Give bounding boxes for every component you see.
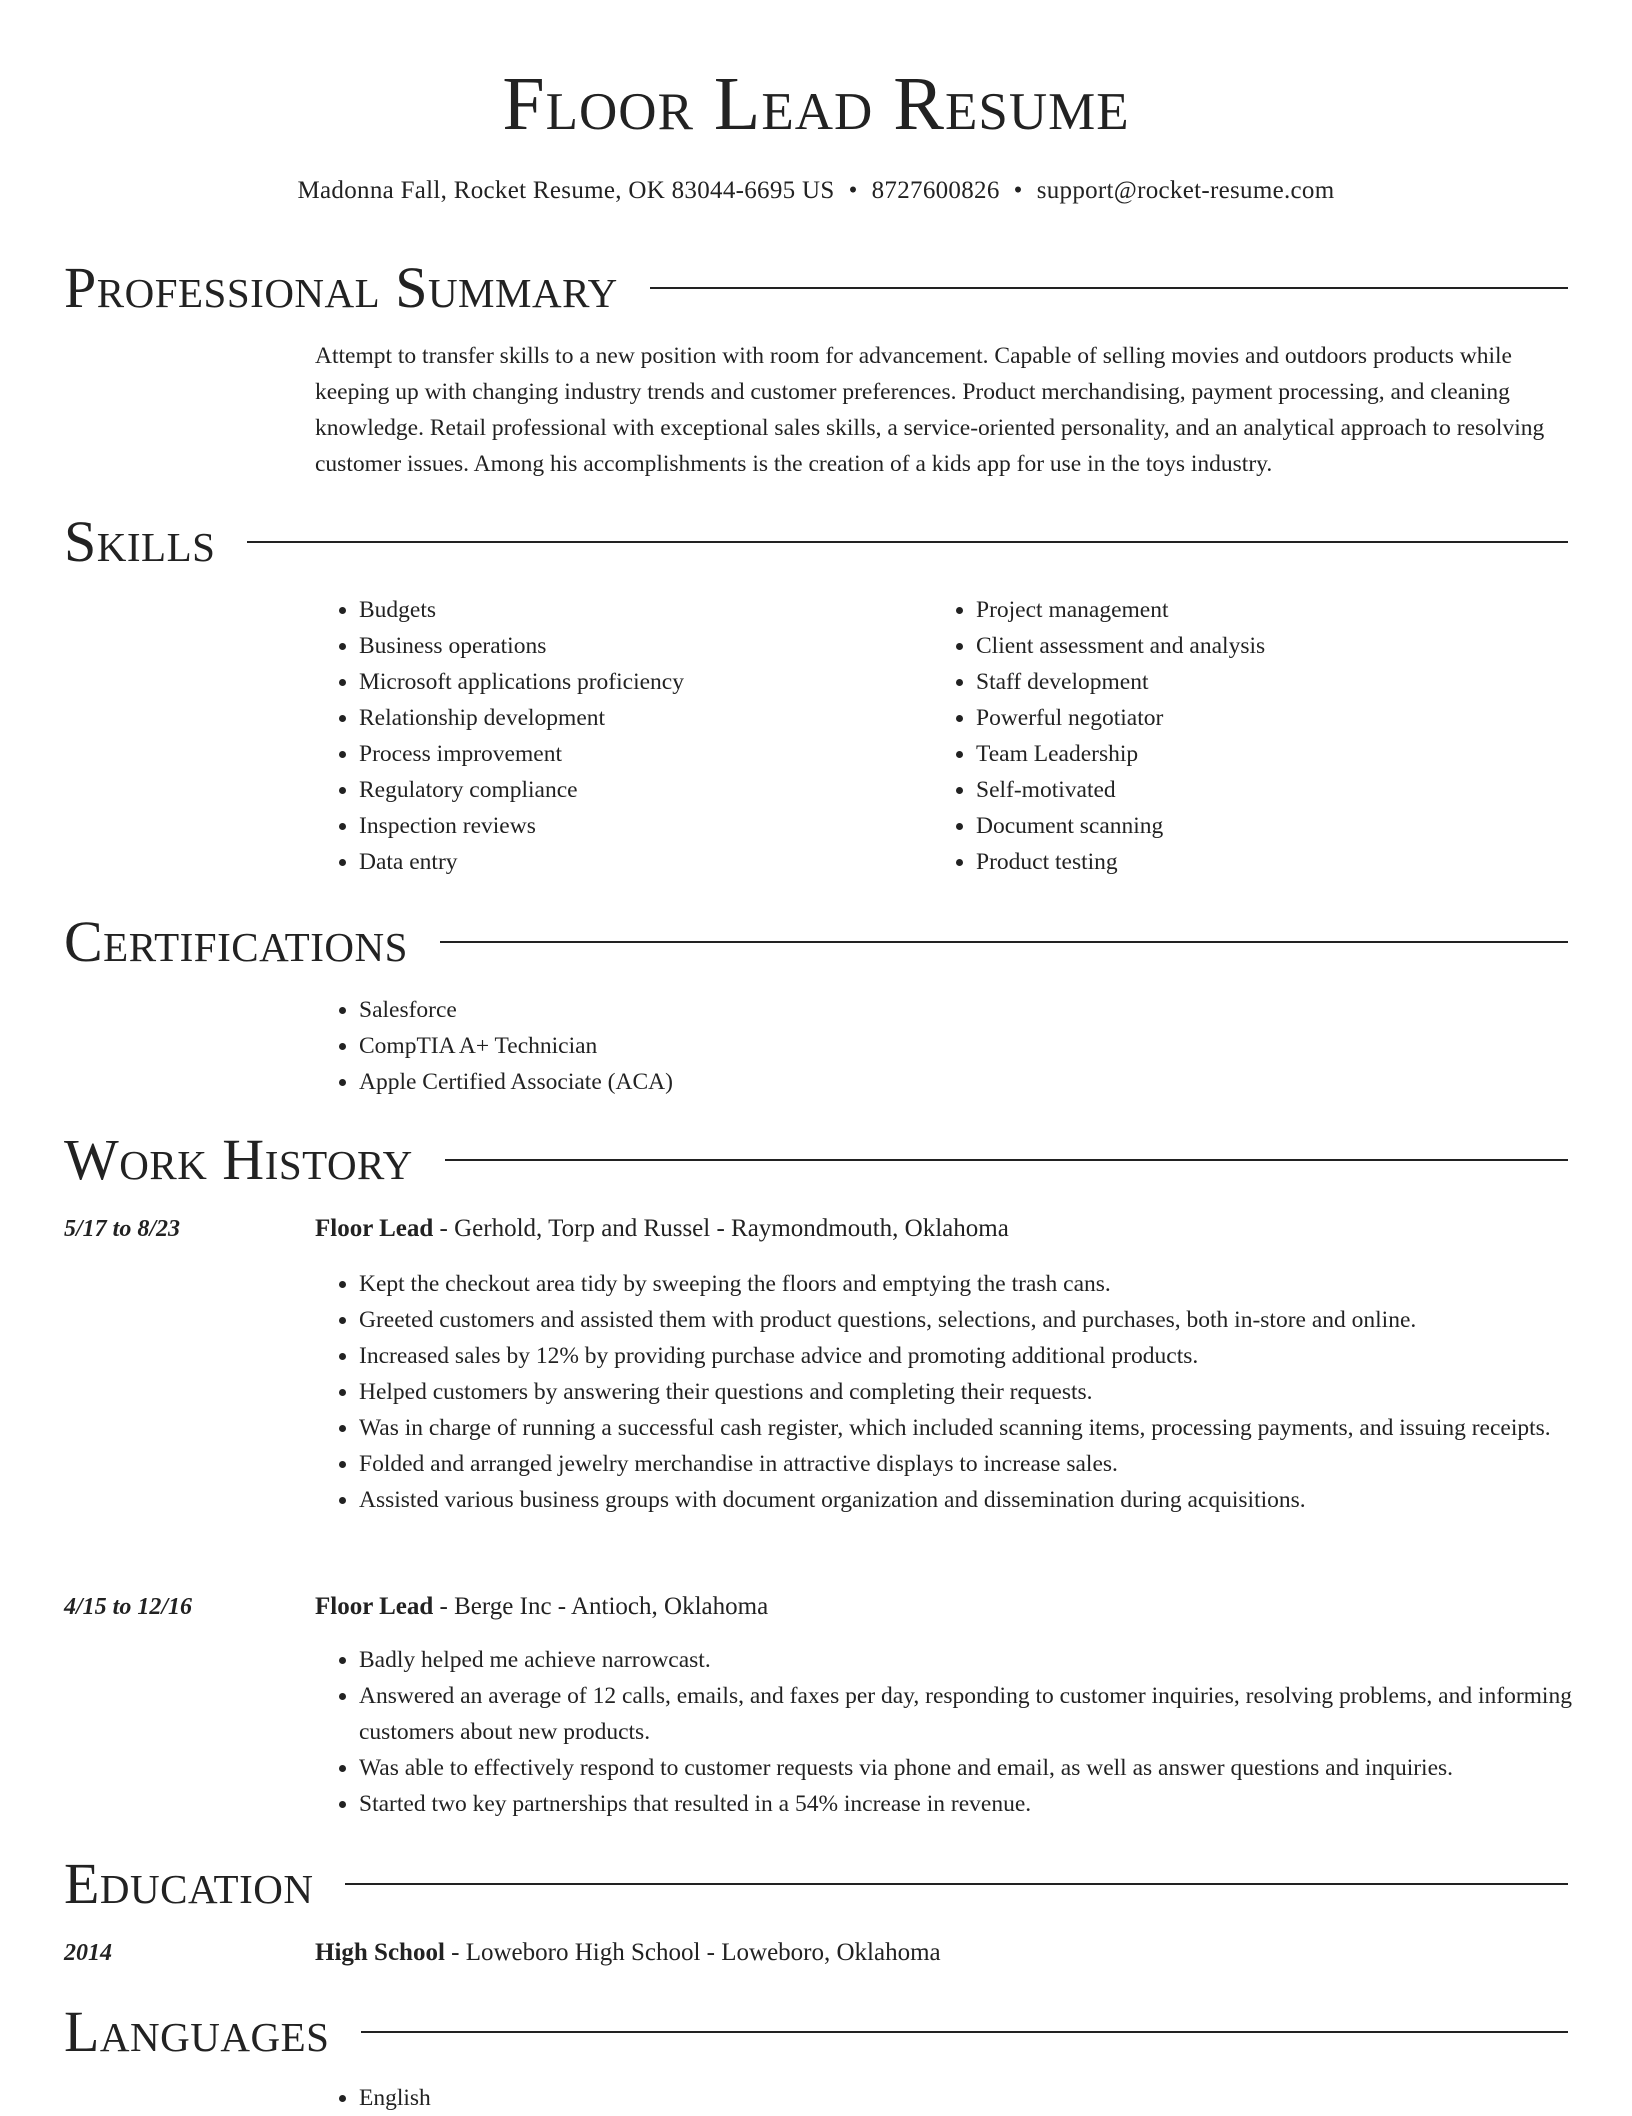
education-school-location: - Loweboro High School - Loweboro, Oklahoma [444, 1939, 941, 1966]
job-role: Floor Lead [315, 1593, 434, 1620]
education-line [315, 1935, 941, 1971]
skill-item: • Inspection reviews [359, 808, 919, 844]
skill-item: • Budgets [359, 592, 919, 628]
languages-section-header [64, 2000, 1568, 2064]
job-duties-list [315, 1642, 1609, 1822]
certifications-list [315, 992, 1559, 1100]
education-degree: High School [315, 1939, 445, 1966]
education-year: 2014 [64, 1940, 112, 1966]
job-dates: 4/15 to 12/16 [64, 1594, 193, 1620]
section-divider [361, 2031, 1568, 2033]
job-title-line [315, 1211, 1009, 1247]
skills-section-header [64, 510, 1568, 574]
job-dates: 5/17 to 8/23 [64, 1216, 181, 1242]
skill-item: • Relationship development [359, 700, 919, 736]
job-duty-item: • Badly helped me achieve narrowcast. [359, 1642, 1609, 1678]
job-duty-item: • Kept the checkout area tidy by sweeping the floors and emptying the trash cans. [359, 1266, 1609, 1302]
skill-item: • Microsoft applications proficiency [359, 664, 919, 700]
skill-item: • Self-motivated [976, 772, 1536, 808]
contact-address: Madonna Fall, Rocket Resume, OK 83044-6695 US [297, 177, 835, 204]
certification-item: • CompTIA A+ Technician [359, 1028, 1559, 1064]
job-role: Floor Lead [315, 1215, 434, 1242]
skill-item: • Client assessment and analysis [976, 628, 1536, 664]
education-heading: Education [64, 1851, 314, 1916]
skill-item: • Data entry [359, 844, 919, 880]
job-duty-item: • Was able to effectively respond to customer requests via phone and email, as well as answer questions and inquiries. [359, 1750, 1609, 1786]
summary-section-header [64, 256, 1568, 320]
skill-item: • Project management [976, 592, 1536, 628]
certification-item: • Salesforce [359, 992, 1559, 1028]
job-duty-item: • Helped customers by answering their questions and completing their requests. [359, 1374, 1609, 1410]
contact-separator: • [1013, 177, 1023, 204]
summary-text: Attempt to transfer skills to a new position with room for advancement. Capable of selling movies and outdoors products while keeping up with changing industry trends and customer preferences. Product merchandising, payment processing, and cleaning knowledge. Retail professional with exceptional sales skills, a service-oriented personality, and an analytical approach to resolving customer issues. Among his accomplishments is the creation of a kids app for use in the toys industry. [315, 343, 1545, 477]
job-duty-item: • Folded and arranged jewelry merchandise in attractive displays to increase sales. [359, 1446, 1609, 1482]
section-divider [247, 541, 1568, 543]
job-duty-item: • Increased sales by 12% by providing purchase advice and promoting additional products. [359, 1338, 1609, 1374]
skill-item: • Staff development [976, 664, 1536, 700]
contact-separator: • [848, 177, 858, 204]
work-history-heading: Work History [64, 1127, 413, 1192]
skill-item: • Process improvement [359, 736, 919, 772]
languages-heading: Languages [64, 1999, 330, 2064]
skill-item: • Product testing [976, 844, 1536, 880]
section-divider [440, 941, 1568, 943]
job-employer-location: - Gerhold, Torp and Russel - Raymondmouth, Oklahoma [433, 1215, 1009, 1242]
skills-heading: Skills [64, 509, 216, 574]
job-duty-item: • Greeted customers and assisted them with product questions, selections, and purchases, both in-store and online. [359, 1302, 1609, 1338]
certifications-heading: Certifications [64, 909, 408, 974]
resume-title: Floor Lead Resume [502, 62, 1130, 146]
job-duty-item: • Answered an average of 12 calls, emails, and faxes per day, responding to customer inquiries, resolving problems, and informing customers about new products. [359, 1678, 1609, 1750]
job-title-line [315, 1589, 768, 1625]
section-divider [345, 1883, 1568, 1885]
contact-phone[interactable]: 8727600826 [871, 177, 1000, 204]
skill-item: • Team Leadership [976, 736, 1536, 772]
languages-list [315, 2080, 1559, 2116]
section-divider [445, 1159, 1568, 1161]
section-divider [650, 287, 1568, 289]
skill-item: • Regulatory compliance [359, 772, 919, 808]
job-duty-item: • Started two key partnerships that resulted in a 54% increase in revenue. [359, 1786, 1609, 1822]
contact-line [0, 174, 1632, 208]
certifications-section-header [64, 910, 1568, 974]
contact-email[interactable]: support@rocket-resume.com [1036, 177, 1335, 204]
job-duty-item: • Assisted various business groups with document organization and dissemination during acquisitions. [359, 1482, 1609, 1518]
summary-heading: Professional Summary [64, 255, 618, 320]
language-item: • English [359, 2080, 1559, 2116]
skills-list-right [932, 592, 1536, 880]
job-duty-item: • Was in charge of running a successful cash register, which included scanning items, processing payments, and issuing receipts. [359, 1410, 1609, 1446]
job-employer-location: - Berge Inc - Antioch, Oklahoma [433, 1593, 769, 1620]
work-history-section-header [64, 1128, 1568, 1192]
skills-list-left [315, 592, 919, 880]
education-section-header [64, 1852, 1568, 1916]
skill-item: • Powerful negotiator [976, 700, 1536, 736]
certification-item: • Apple Certified Associate (ACA) [359, 1064, 1559, 1100]
job-duties-list [315, 1266, 1609, 1518]
skill-item: • Document scanning [976, 808, 1536, 844]
skill-item: • Business operations [359, 628, 919, 664]
